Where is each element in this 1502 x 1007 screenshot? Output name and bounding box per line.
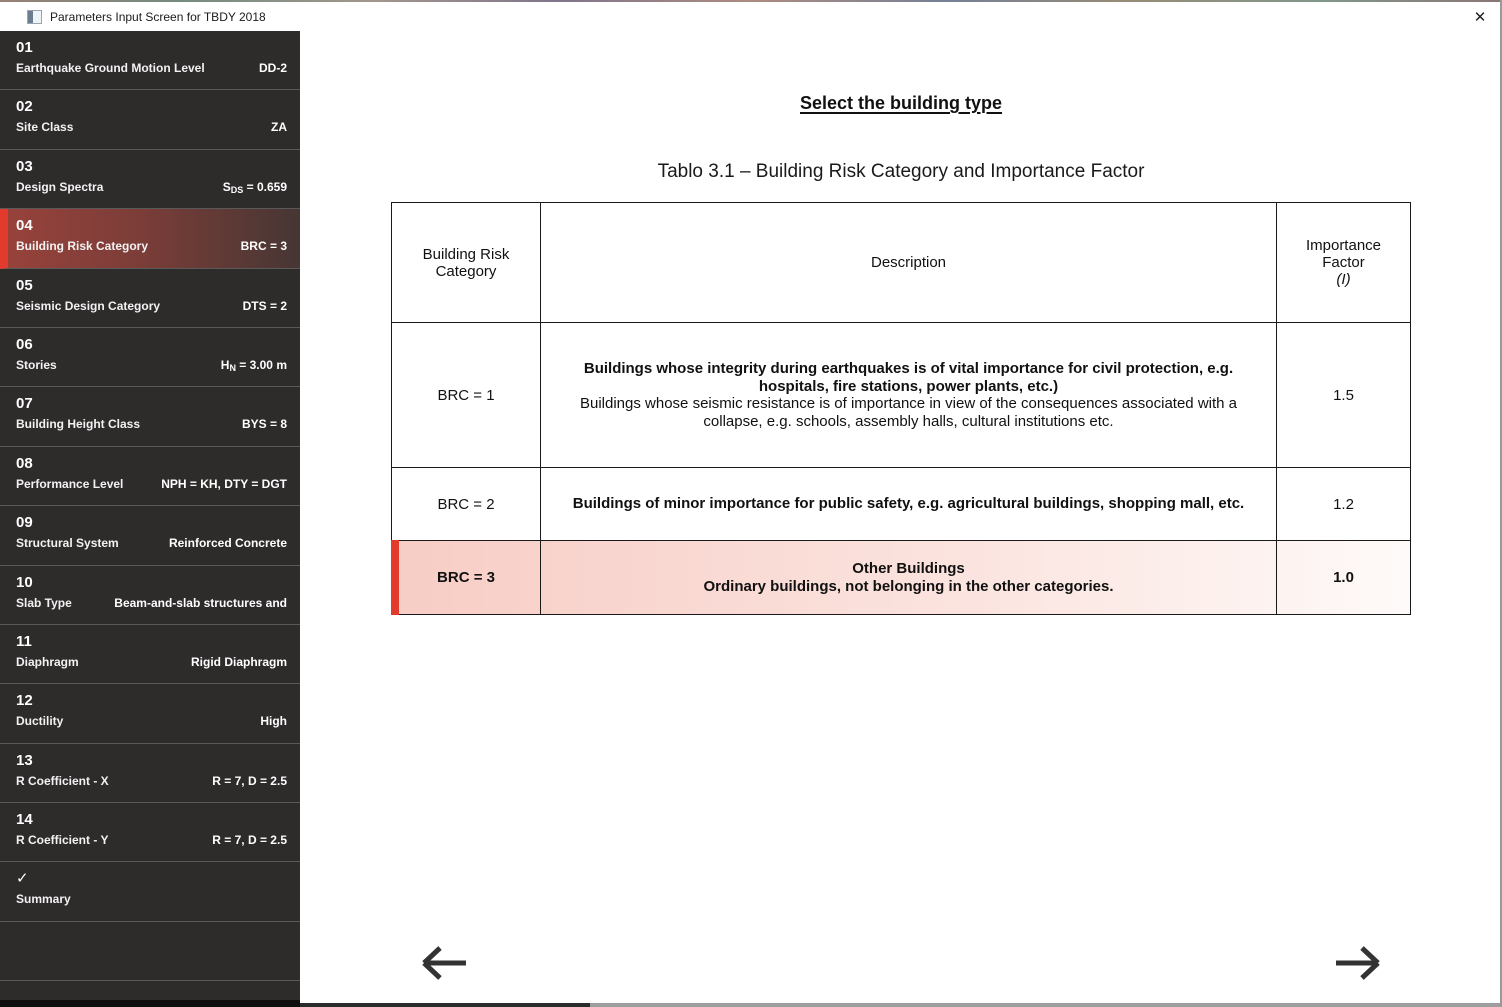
sidebar-item-value: $S_{DS} = 0.659$ — [222, 179, 287, 195]
sidebar-item-number: 04 — [16, 217, 33, 235]
sidebar-item-value: DD-2 — [258, 61, 287, 75]
brc-row-3[interactable] — [392, 541, 1411, 615]
right-arrow-icon — [1334, 945, 1382, 981]
sidebar-item-label: Building Height Class — [16, 417, 141, 432]
header-cell-importance: Importance Factor (I) — [1277, 203, 1411, 323]
table-caption: Tablo 3.1 – Building Risk Category and Importance Factor — [657, 161, 1145, 182]
brc-row-1[interactable] — [392, 323, 1411, 468]
sidebar-item-value: Reinforced Concrete — [168, 536, 287, 551]
sidebar-item-number: 03 — [16, 157, 33, 175]
selected-row-accent — [391, 540, 399, 615]
sidebar-item-number: 10 — [16, 573, 33, 591]
brc-table-body — [392, 323, 1411, 615]
brc-cell-description: Buildings of minor importance for public safety, e.g. agricultural buildings, shopping mall, etc. — [541, 468, 1277, 541]
sidebar-item-04[interactable] — [0, 209, 300, 268]
sidebar-item-label: Design Spectra — [16, 179, 104, 194]
sidebar-item-value: BYS = 8 — [241, 417, 287, 432]
sidebar-item-06[interactable] — [0, 328, 300, 387]
header-cell-description: Description — [541, 203, 1277, 323]
sidebar-item-label: Ductility — [16, 714, 64, 729]
sidebar-item-number: 06 — [16, 335, 33, 353]
header-cell-category: Building Risk Category — [392, 203, 541, 323]
sidebar-item-number: 02 — [16, 98, 33, 116]
window-title: Parameters Input Screen for TBDY 2018 — [50, 9, 266, 24]
sidebar-steps-panel — [0, 31, 300, 1000]
sidebar-item-02[interactable] — [0, 90, 300, 149]
back-button[interactable] — [420, 945, 468, 981]
sidebar-item-label: Site Class — [16, 120, 74, 135]
sidebar-item-label: Summary — [16, 892, 71, 907]
sidebar-item-12[interactable] — [0, 684, 300, 743]
forward-button[interactable] — [1334, 945, 1382, 981]
sidebar-item-summary[interactable] — [0, 862, 300, 921]
sidebar-item-13[interactable] — [0, 744, 300, 803]
sidebar-item-value: Rigid Diaphragm — [190, 654, 287, 669]
sidebar-item-number: 14 — [16, 811, 33, 829]
sidebar-item-label: Slab Type — [16, 595, 72, 610]
sidebar-item-value: DTS = 2 — [242, 298, 287, 313]
sidebar-item-07[interactable] — [0, 387, 300, 446]
app-window-icon — [27, 10, 42, 24]
brc-table — [391, 202, 1411, 615]
sidebar-item-number: 13 — [16, 751, 33, 769]
sidebar-item-number: 05 — [16, 276, 33, 294]
close-button[interactable]: ✕ — [1473, 8, 1487, 26]
sidebar-item-label: Building Risk Category — [16, 239, 149, 254]
sidebar-item-label: Stories — [16, 357, 57, 372]
sidebar-item-number: 12 — [16, 692, 33, 710]
sidebar-empty-slot — [0, 981, 300, 1000]
left-arrow-icon — [420, 945, 468, 981]
sidebar-item-label: Earthquake Ground Motion Level — [16, 61, 205, 75]
horizontal-scrollbar-thumb[interactable] — [300, 1003, 590, 1007]
brc-cell-importance: 1.2 — [1277, 468, 1411, 541]
sidebar-item-label: R Coefficient - X — [16, 773, 109, 788]
sidebar-item-05[interactable] — [0, 269, 300, 328]
sidebar-item-label: Structural System — [16, 536, 119, 551]
sidebar-item-label: R Coefficient - Y — [16, 833, 109, 848]
main-content — [300, 31, 1502, 1000]
title-bar — [0, 2, 1502, 31]
sidebar-item-10[interactable] — [0, 566, 300, 625]
sidebar-item-value: $H_N = 3.00$ m — [220, 357, 287, 373]
brc-cell-category: BRC = 1 — [392, 323, 541, 468]
sidebar-item-11[interactable] — [0, 625, 300, 684]
horizontal-scrollbar — [300, 1003, 1502, 1007]
sidebar-item-01[interactable] — [0, 31, 300, 90]
sidebar-item-value: BRC = 3 — [240, 239, 287, 254]
brc-cell-category: BRC = 2 — [392, 468, 541, 541]
sidebar-item-value: ZA — [271, 120, 287, 135]
page-title: Select the building type — [799, 93, 1003, 113]
sidebar-item-14[interactable] — [0, 803, 300, 862]
sidebar-item-number: 07 — [16, 395, 33, 413]
brc-cell-category: BRC = 3 — [392, 541, 541, 615]
brc-table-header-row — [392, 203, 1411, 323]
sidebar-item-value: R = 7, D = 2.5 — [212, 833, 287, 848]
sidebar-item-label: Performance Level — [16, 476, 124, 491]
sidebar-item-number: 09 — [16, 514, 33, 532]
brc-cell-description: Other Buildings Ordinary buildings, not belonging in the other categories. — [541, 541, 1277, 615]
sidebar-bottom-strip — [0, 1000, 300, 1007]
sidebar-item-number: 01 — [16, 39, 33, 56]
brc-cell-importance: 1.0 — [1277, 541, 1411, 615]
brc-cell-description: Buildings whose integrity during earthquakes is of vital importance for civil protection, e.g. hospitals, fire stations, power plants, etc.) Buildings whose seismic resistance is of importance in view of the consequences associated with a collapse, e.g. schools, assembly halls, cultural institutions etc. — [541, 323, 1277, 468]
brc-row-2[interactable] — [392, 468, 1411, 541]
sidebar-item-08[interactable] — [0, 447, 300, 506]
sidebar-item-03[interactable] — [0, 150, 300, 209]
sidebar-item-value: Beam-and-slab structures and — [114, 595, 287, 610]
sidebar-empty-slot — [0, 922, 300, 981]
sidebar-item-label: Diaphragm — [16, 654, 79, 669]
sidebar-item-value: NPH = KH, DTY = DGT — [161, 476, 287, 491]
sidebar-item-number: 11 — [16, 632, 32, 650]
sidebar-item-number: ✓ — [16, 870, 29, 888]
sidebar-item-value: R = 7, D = 2.5 — [212, 773, 287, 788]
sidebar-item-label: Seismic Design Category — [16, 298, 161, 313]
sidebar-item-number: 08 — [16, 454, 33, 472]
brc-cell-importance: 1.5 — [1277, 323, 1411, 468]
sidebar-item-value: High — [260, 714, 287, 729]
sidebar-item-09[interactable] — [0, 506, 300, 565]
